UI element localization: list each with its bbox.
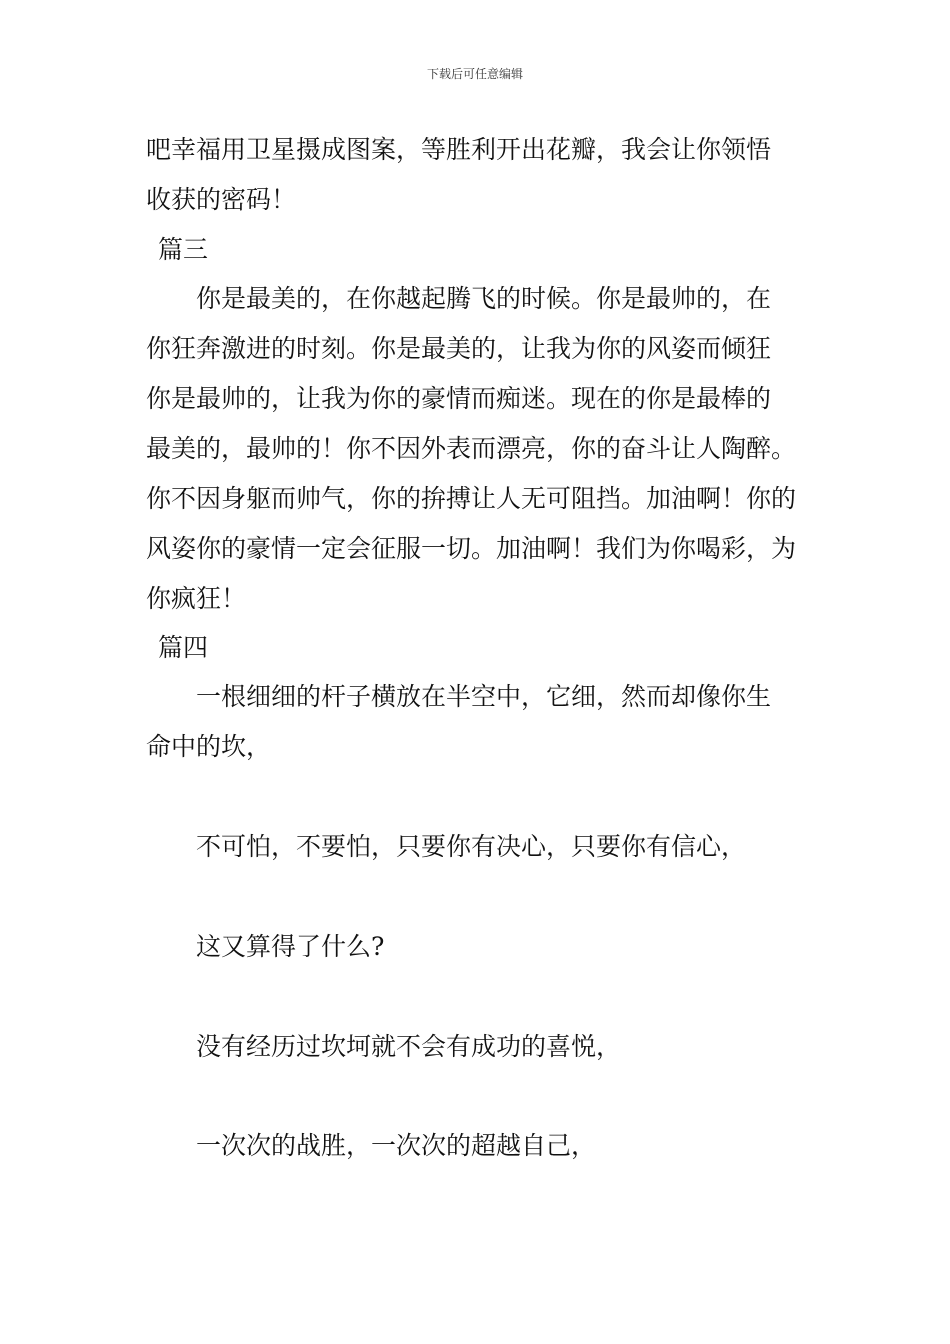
section-4-paragraph xyxy=(146,672,808,772)
section-3-paragraph xyxy=(146,274,808,624)
text-line: 最美的，最帅的！你不因外表而漂亮，你的奋斗让人陶醉。 xyxy=(146,434,797,463)
section-4-title: 篇四 xyxy=(158,633,209,662)
text-line: 你疯狂！ xyxy=(146,584,247,613)
verse-line: 这又算得了什么? xyxy=(196,932,385,961)
text-line: 收获的密码！ xyxy=(146,185,297,214)
text-line: 你是最美的，在你越起腾飞的时候。你是最帅的，在 xyxy=(196,284,772,313)
section-3-title: 篇三 xyxy=(158,235,209,264)
verse-line: 一次次的战胜，一次次的超越自己， xyxy=(196,1131,597,1160)
text-line: 风姿你的豪情一定会征服一切。加油啊！我们为你喝彩，为 xyxy=(146,534,797,563)
text-line: 一根细细的杆子横放在半空中，它细，然而却像你生 xyxy=(196,682,772,711)
page-header: 下载后可任意编辑 xyxy=(426,67,523,81)
text-line: 你不因身躯而帅气，你的拚搏让人无可阻挡。加油啊！你的 xyxy=(146,484,797,513)
verse-line: 没有经历过坎坷就不会有成功的喜悦， xyxy=(196,1032,622,1061)
text-line: 吧幸福用卫星摄成图案，等胜利开出花瓣，我会让你领悟 xyxy=(146,135,772,164)
text-line: 你狂奔激进的时刻。你是最美的，让我为你的风姿而倾狂 xyxy=(146,334,772,363)
text-line: 命中的坎， xyxy=(146,732,272,761)
verse-line: 不可怕，不要怕，只要你有决心，只要你有信心， xyxy=(196,832,747,861)
text-line: 你是最帅的，让我为你的豪情而痴迷。现在的你是最棒的 xyxy=(146,384,772,413)
intro-paragraph xyxy=(146,125,808,225)
